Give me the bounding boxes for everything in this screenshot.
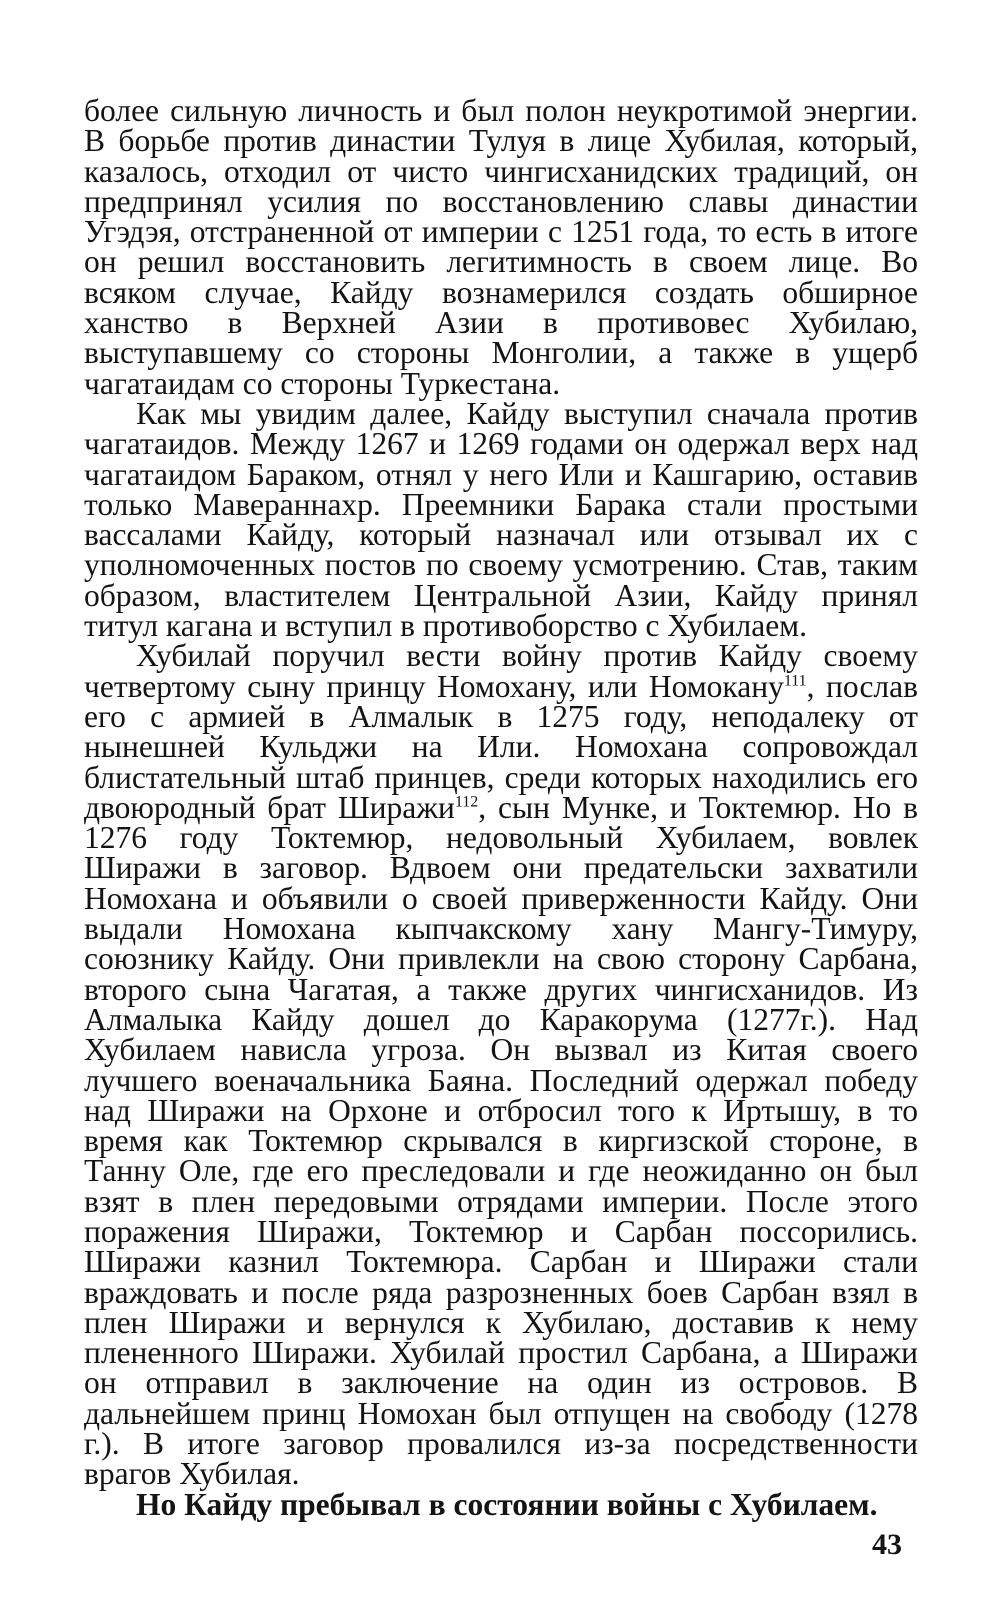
paragraph-1: более сильную личность и был полон неукротимой энергии. В борьбе против династии Тулуя в лице Хубилая, который, казалось, отходил от чисто чингисханидских традиций, он предпринял усилия по восстановлению славы династии Угэдэя, отстраненной от империи с 1251 года, то есть в итоге он решил восстановить легитимность в своем лице. Во всяком случае, Кайду вознамерился создать обширное ханство в Верхней Азии в противовес Хубилаю, выступавшему со стороны Монголии, а также в ущерб чагатаидам со стороны Туркестана. [84, 93, 918, 401]
paragraph-3-part-2: , послав его с армией в Алмалык в 1275 году, неподалеку от нынешней Кульджи на Или. Номохана сопровождал блистательный штаб принцев, среди которых находились его двоюродный брат Ширажи [84, 668, 918, 825]
page-number: 43 [872, 1528, 902, 1561]
paragraph-3-part-1: Хубилай поручил вести войну против Кайду своему четвертому сыну принцу Номохану, или Номокану [84, 638, 918, 704]
paragraph-3-part-3: , сын Мунке, и Токтемюр. Но в 1276 году Токтемюр, недовольный Хубилаем, вовлек Ширажи в заговор. Вдвоем они предательски захватили Номохана и объявили о своей приверженности Кайду. Они выдали Номохана кыпчакскому хану Мангу-Тимуру, союзнику Кайду. Они привлекли на свою сторону Сарбана, второго сына Чагатая, а также других чингисханидов. Из Алмалыка Кайду дошел до Каракорума (1277г.). Над Хубилаем нависла угроза. Он вызвал из Китая своего лучшего военачальника Баяна. Последний одержал победу над Ширажи на Орхоне и отбросил того к Иртышу, в то время как Токтемюр скрывался в киргизской стороне, в Танну Оле, где его преследовали и где неожиданно он был взят в плен передовыми отрядами империи. После этого поражения Ширажи, Токтемюр и Сарбан поссорились. Ширажи казнил Токтемюра. Сарбан и Ширажи стали враждовать и после ряда разрозненных боев Сарбан взял в плен Ширажи и вернулся к Хубилаю, доставив к нему плененного Ширажи. Хубилай простил Сарбана, а Ширажи он отправил в заключение на один из островов. В дальнейшем принц Номохан был отпущен на свободу (1278 г.). В итоге заговор провалился из-за посредственности врагов Хубилая. [84, 789, 918, 1492]
footnote-ref-112: 112 [454, 793, 479, 811]
paragraph-3 [84, 638, 918, 1492]
footnote-ref-111: 111 [783, 672, 807, 690]
page-body [84, 93, 918, 1522]
paragraph-2: Как мы увидим далее, Кайду выступил сначала против чагатаидов. Между 1267 и 1269 годами он одержал верх над чагатаидом Бараком, отнял у него Или и Кашгарию, оставив только Мавераннахр. Преемники Барака стали простыми вассалами Кайду, который назначал или отзывал их с уполномоченных постов по своему усмотрению. Став, таким образом, властителем Центральной Азии, Кайду принял титул кагана и вступил в противоборство с Хубилаем. [84, 395, 918, 644]
paragraph-4: Но Кайду пребывал в состоянии войны с Хубилаем. [136, 1486, 878, 1522]
